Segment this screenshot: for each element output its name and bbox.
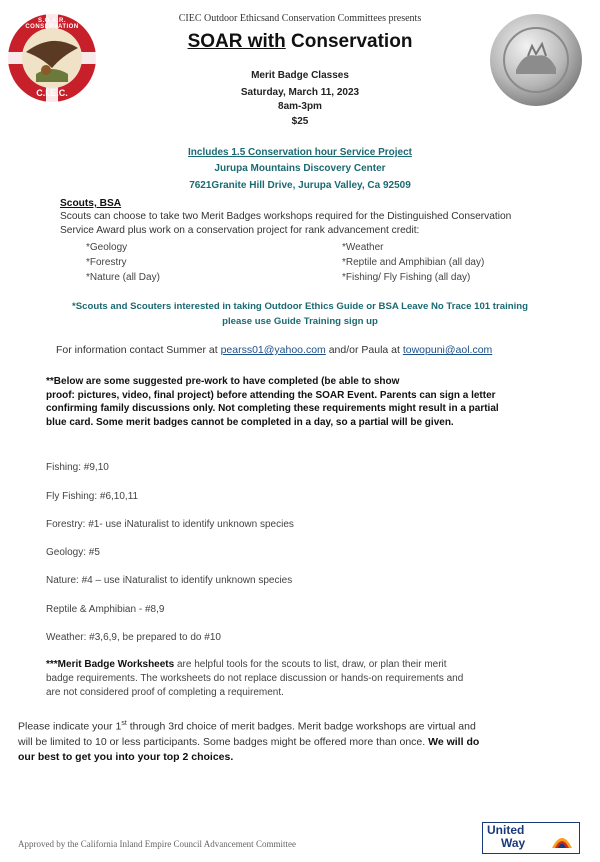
badge-item: *Nature (all Day) — [86, 272, 160, 283]
badge-item: *Weather — [342, 242, 384, 253]
badge-list-left — [86, 240, 160, 285]
badge-list-right — [342, 240, 484, 285]
choice-block — [18, 716, 479, 765]
approval-footer: Approved by the California Inland Empire Council Advancement Committee — [18, 839, 296, 849]
page-title — [0, 31, 600, 53]
scouts-line-2: Service Award plus work on a conservation project for rank advancement credit: — [60, 225, 420, 236]
prework-line: blue card. Some merit badges cannot be completed in a day, so a partial will be given. — [46, 416, 454, 428]
choice-superscript: st — [121, 720, 127, 727]
contact-line — [56, 344, 492, 356]
worksheets-bold: ***Merit Badge Worksheets — [46, 659, 175, 670]
event-subtitle: Merit Badge Classes — [251, 70, 349, 81]
requirement-reptile-amphibian: Reptile & Amphibian - #8,9 — [46, 604, 165, 615]
united-way-hand-icon — [549, 826, 575, 850]
email-link-summer[interactable]: pearss01@yahoo.com — [220, 344, 326, 356]
venue-line: Jurupa Mountains Discovery Center — [214, 163, 386, 174]
united-way-logo — [482, 822, 580, 854]
logo-ring-text: S.O.A.R. CONSERVATION — [25, 18, 79, 30]
address-line: 7621Granite Hill Drive, Jurupa Valley, Ca 92509 — [189, 180, 411, 191]
contact-middle: and/or Paula at — [325, 344, 403, 356]
choice-bold: We will do — [428, 735, 480, 748]
logo-bottom-text: C.I.E.C. — [36, 88, 68, 98]
choice-text: Please indicate your 1 — [18, 720, 122, 733]
prework-line: proof: pictures, video, final project) before attending the SOAR Event. Parents can sign a letter — [46, 389, 496, 401]
united-way-line-1: United — [487, 823, 525, 837]
worksheets-block — [46, 658, 463, 700]
choice-line-3: our best to get you into your top 2 choices. — [18, 750, 234, 763]
training-note-line-1: *Scouts and Scouters interested in taking Outdoor Ethics Guide or BSA Leave No Trace 101 training — [72, 301, 528, 312]
choice-text: will be limited to 10 or less participants. Some badges might be offered more than once. — [18, 735, 429, 748]
requirement-weather: Weather: #3,6,9, be prepared to do #10 — [46, 632, 221, 643]
requirement-geology: Geology: #5 — [46, 547, 100, 558]
choice-text: through 3rd choice of merit badges. Merit badge workshops are virtual and — [126, 720, 476, 733]
badge-item: *Reptile and Amphibian (all day) — [342, 257, 485, 268]
title-soar-with: SOAR with — [187, 31, 286, 52]
worksheets-line-2: badge requirements. The worksheets do not replace discussion or hands-on requirements and — [46, 673, 464, 684]
prework-line: confirming family discussions only. Not completing these requirements might result in a partial — [46, 403, 499, 414]
choice-line-2 — [18, 735, 479, 750]
worksheets-line-3: are not considered proof of completing a requirement. — [46, 687, 284, 698]
united-way-line-2: Way — [501, 836, 526, 850]
badge-item: *Fishing/ Fly Fishing (all day) — [342, 272, 471, 283]
badge-item: *Forestry — [86, 257, 127, 268]
contact-prefix: For information contact Summer at — [56, 344, 221, 356]
title-conservation: Conservation — [285, 31, 413, 52]
scouts-heading: Scouts, BSA — [60, 198, 122, 209]
united-way-text — [487, 824, 525, 850]
requirement-forestry: Forestry: #1- use iNaturalist to identify unknown species — [46, 519, 294, 530]
worksheets-line-1 — [46, 658, 463, 672]
prework-block — [46, 375, 499, 429]
choice-line-1 — [18, 716, 479, 735]
requirement-fishing: Fishing: #9,10 — [46, 462, 109, 473]
scouts-line-1: Scouts can choose to take two Merit Badges workshops required for the Distinguished Conservation — [60, 211, 512, 222]
requirement-nature: Nature: #4 – use iNaturalist to identify unknown species — [46, 575, 293, 586]
worksheets-rest: are helpful tools for the scouts to list, draw, or plan their merit — [174, 659, 447, 670]
prework-line: **Below are some suggested pre-work to have completed (be able to show — [46, 376, 400, 387]
presenter-line: CIEC Outdoor Ethicsand Conservation Committees presents — [178, 13, 422, 24]
service-project-line: Includes 1.5 Conservation hour Service Project — [188, 147, 412, 158]
event-time: 8am-3pm — [278, 101, 322, 112]
requirement-fly-fishing: Fly Fishing: #6,10,11 — [46, 491, 139, 502]
event-date: Saturday, March 11, 2023 — [240, 87, 360, 98]
event-price: $25 — [291, 116, 309, 127]
badge-item: *Geology — [86, 242, 128, 253]
email-link-paula[interactable]: towopuni@aol.com — [402, 344, 493, 356]
training-note-line-2: please use Guide Training sign up — [222, 316, 378, 327]
